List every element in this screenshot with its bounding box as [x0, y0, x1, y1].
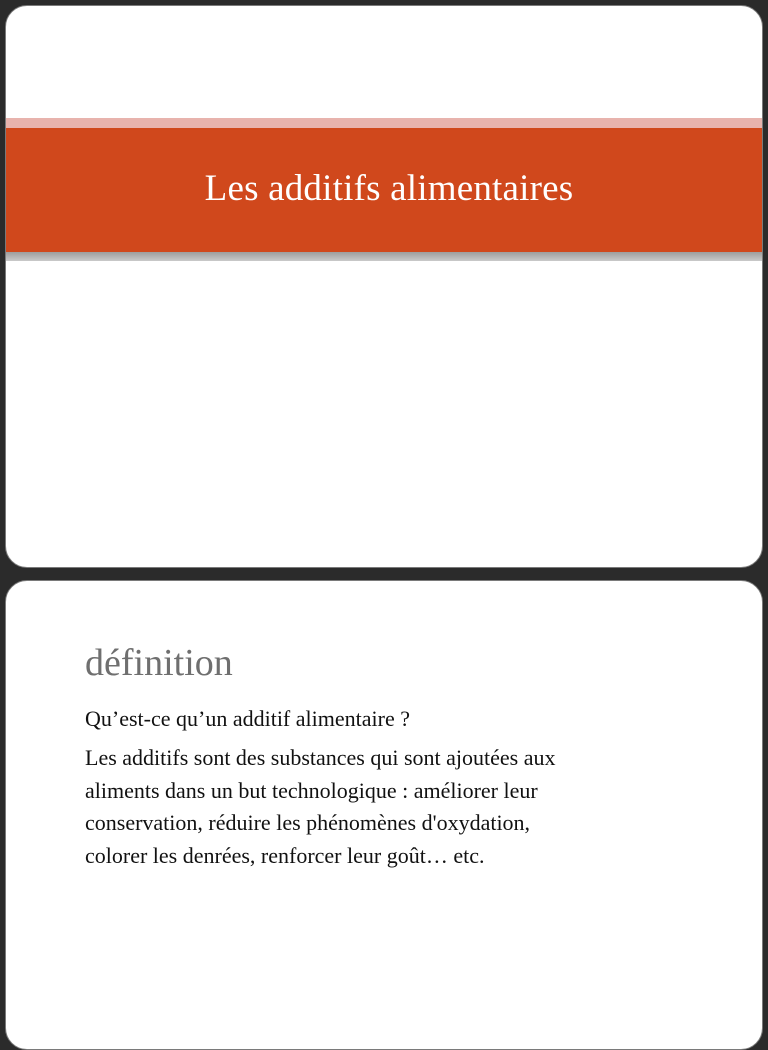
slide-content: [85, 705, 725, 872]
title-band: [6, 128, 762, 252]
definition-paragraph: [85, 742, 725, 872]
title-slide: [5, 5, 763, 568]
definition-line: Les additifs sont des substances qui sont ajoutées aux: [85, 745, 556, 770]
section-heading: définition: [85, 642, 233, 684]
definition-line: conservation, réduire les phénomènes d'oxydation,: [85, 810, 531, 835]
question-text: Qu’est-ce qu’un additif alimentaire ?: [85, 706, 410, 731]
slide-title: Les additifs alimentaires: [204, 167, 574, 209]
definition-line: colorer les denrées, renforcer leur goût… etc.: [85, 842, 485, 868]
title-band-top-stripe: [6, 118, 762, 128]
definition-slide: [5, 580, 763, 1050]
definition-line: aliments dans un but technologique : améliorer leur: [85, 777, 538, 803]
title-band-bottom-stripe: [6, 252, 762, 261]
